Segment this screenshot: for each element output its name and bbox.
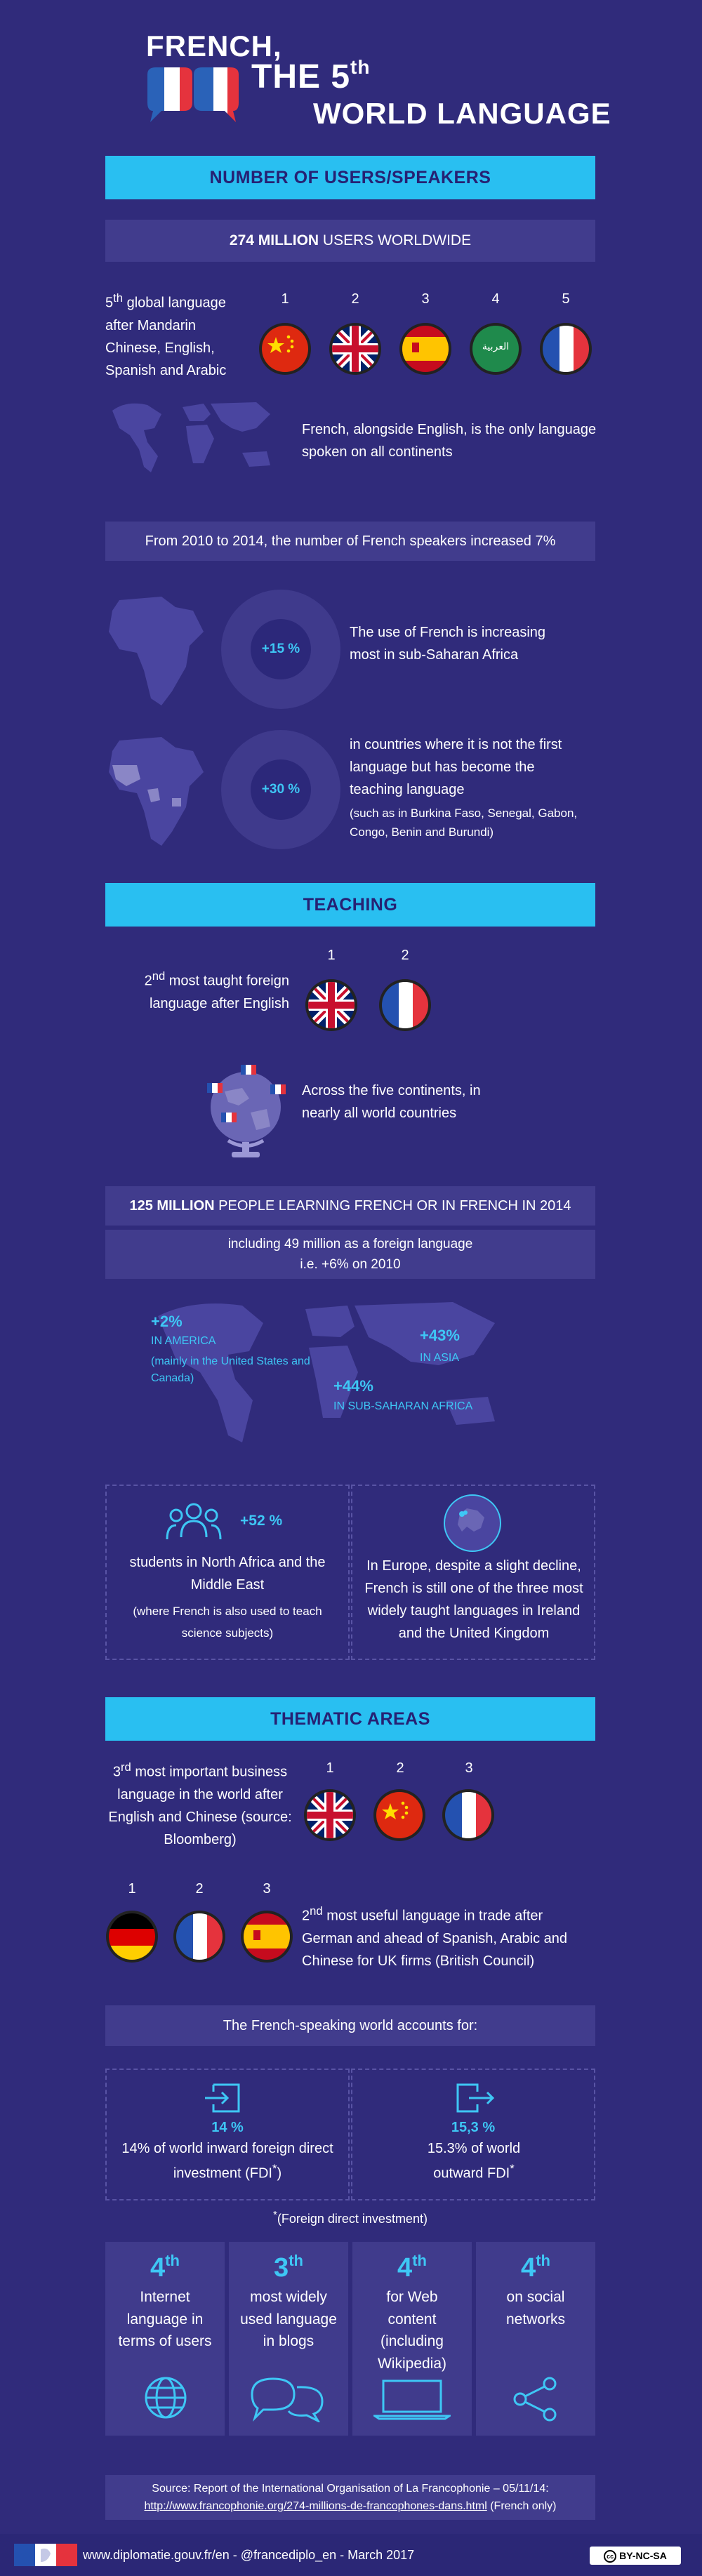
card-social-rank: 4 — [521, 2253, 536, 2283]
africa-map-icon — [105, 593, 211, 709]
footer — [0, 2534, 702, 2576]
america-label: IN AMERICA — [151, 1335, 216, 1347]
business-text — [105, 1758, 295, 1851]
card-web-sup: th — [412, 2252, 427, 2269]
business-rest: most important business language in the world after English and Chinese (source: Bloomberg) — [108, 1764, 292, 1847]
source-panel — [105, 2475, 595, 2520]
card-internet-rank: 4 — [150, 2253, 166, 2283]
source-link[interactable]: http://www.francophonie.org/274-millions-de-francophones-dans.html — [144, 2499, 487, 2512]
africa-label: IN SUB-SAHARAN AFRICA — [333, 1400, 473, 1412]
license-text: BY-NC-SA — [619, 2550, 667, 2561]
fdi-note — [105, 2209, 595, 2226]
footer-text: www.diplomatie.gouv.fr/en - @francediplo_en - March 2017 — [83, 2548, 415, 2562]
second-sup: nd — [152, 969, 166, 983]
card-blogs-rank: 3 — [274, 2253, 289, 2283]
fifth-rest: global language after Mandarin Chinese, English, Spanish and Arabic — [105, 295, 227, 378]
useful-prefix: 2 — [302, 1908, 310, 1924]
second-rest: most taught foreign language after English — [149, 973, 289, 1011]
rank-4: 4 — [491, 291, 500, 307]
students-note: (where French is also used to teach science subjects) — [133, 1605, 322, 1640]
second-prefix: 2 — [144, 973, 152, 989]
france-flag-icon — [538, 321, 593, 376]
students-pct: +52 % — [240, 1513, 283, 1529]
globe-text: Across the five continents, in nearly all world countries — [302, 1083, 481, 1121]
source-line: Source: Report of the International Organisation of La Francophonie – 05/11/14: — [152, 2483, 549, 2495]
pct15-text: The use of French is increasing most in sub-Saharan Africa — [350, 625, 546, 663]
inward-star: * — [272, 2162, 277, 2175]
accounts-panel: The French-speaking world accounts for: — [105, 2005, 595, 2046]
fifth-sup: th — [113, 291, 124, 305]
europe-map-icon — [442, 1493, 503, 1553]
license-badge — [590, 2547, 681, 2565]
worldwide-panel — [105, 220, 595, 262]
world-map-icon — [105, 397, 281, 477]
card-web-text: for Web content (including Wikipedia) — [377, 2289, 447, 2372]
useful-text — [302, 1902, 597, 1972]
marianne-logo — [14, 2541, 77, 2569]
foreign-line-1: including 49 million as a foreign language — [227, 1237, 473, 1252]
teaching-rank-1: 1 — [327, 948, 336, 963]
title-line-2 — [251, 56, 370, 96]
useful-rest: most useful language in trade after German and ahead of Spanish, Arabic and Chinese for UK firms (British Council) — [302, 1908, 568, 1969]
germany-flag-icon — [105, 1909, 159, 1964]
america-pct: +2% — [151, 1313, 183, 1330]
card-blogs-text: most widely used language in blogs — [240, 2289, 337, 2349]
learners-bold: 125 MILLION — [129, 1198, 215, 1214]
business-rank-1: 1 — [326, 1760, 334, 1776]
worldwide-rest: USERS WORLDWIDE — [319, 232, 472, 248]
business-rank-2: 2 — [396, 1760, 404, 1776]
inward-pct: 14 % — [211, 2120, 244, 2135]
percent-30: +30 % — [251, 759, 311, 820]
second-taught-text — [140, 967, 289, 1015]
rank-3: 3 — [421, 291, 430, 307]
china-flag-icon — [372, 1788, 427, 1843]
students-text: students in North Africa and the Middle East — [129, 1555, 326, 1593]
outward-pct: 15,3 % — [451, 2120, 496, 2135]
france-flag-icon — [172, 1909, 227, 1964]
rank-1: 1 — [281, 291, 289, 307]
worldwide-bold: 274 MILLION — [229, 232, 319, 248]
uk-flag-icon — [304, 978, 359, 1033]
teaching-banner: TEACHING — [105, 883, 595, 927]
fdi-star: * — [273, 2209, 277, 2221]
title-line-2-sup: th — [350, 56, 371, 78]
business-rank-3: 3 — [465, 1760, 473, 1776]
arabic-flag-label: العربية — [482, 340, 510, 352]
cc-icon: cc — [604, 2550, 616, 2563]
africa-map-highlight-icon — [105, 733, 211, 849]
rank-5: 5 — [562, 291, 570, 307]
fifth-language-text — [105, 289, 246, 382]
france-flag-icon — [441, 1788, 496, 1843]
outward-star: * — [510, 2162, 515, 2175]
learners-panel — [105, 1186, 595, 1226]
thematic-banner: THEMATIC AREAS — [105, 1697, 595, 1741]
useful-rank-3: 3 — [263, 1881, 271, 1897]
fifth-prefix: 5 — [105, 295, 114, 311]
outward-text-main: 15.3% of world outward FDI — [427, 2141, 521, 2182]
america-note: (mainly in the United States and Canada) — [151, 1355, 310, 1384]
header — [0, 0, 702, 144]
percent-circle-15 — [221, 590, 340, 709]
spain-flag-icon — [239, 1909, 294, 1964]
asia-label: IN ASIA — [420, 1352, 460, 1364]
share-icon — [511, 2376, 560, 2422]
useful-rank-2: 2 — [195, 1881, 204, 1897]
foreign-panel — [105, 1230, 595, 1279]
uk-flag-icon — [303, 1788, 357, 1843]
speech-bubbles-icon — [140, 67, 246, 131]
title-line-3: WORLD LANGUAGE — [313, 97, 611, 130]
inward-investment-icon — [204, 2082, 241, 2114]
rank-2: 2 — [351, 291, 359, 307]
useful-sup: nd — [310, 1904, 323, 1918]
pct30-text: in countries where it is not the first language but has become the teaching language — [350, 737, 562, 797]
teaching-rank-2: 2 — [401, 948, 409, 963]
france-flag-icon — [378, 978, 432, 1033]
continents-text: French, alongside English, is the only language spoken on all continents — [302, 422, 597, 460]
asia-pct: +43% — [420, 1327, 460, 1344]
card-social-sup: th — [536, 2252, 550, 2269]
percent-circle-30 — [221, 730, 340, 849]
business-sup: rd — [120, 1760, 131, 1774]
foreign-line-2: i.e. +6% on 2010 — [300, 1257, 401, 1273]
outward-text — [421, 2137, 526, 2185]
inward-text-main: 14% of world inward foreign direct investment (FDI — [121, 2141, 333, 2182]
card-social-text: on social networks — [505, 2289, 566, 2328]
spain-flag-icon — [398, 321, 453, 376]
card-blogs-sup: th — [289, 2252, 303, 2269]
business-prefix: 3 — [112, 1764, 121, 1780]
globe-icon — [144, 2376, 187, 2419]
title-line-1: FRENCH, — [146, 29, 282, 62]
learners-rest: PEOPLE LEARNING FRENCH OR IN FRENCH IN 2014 — [214, 1198, 571, 1214]
card-internet-text: Internet language in terms of users — [118, 2289, 212, 2349]
africa-pct: +44% — [333, 1377, 373, 1395]
students-icon — [166, 1499, 222, 1548]
europe-text: In Europe, despite a slight decline, French is still one of the three most widely taught languages in Ireland and the United Kingdom — [364, 1558, 583, 1641]
increase-panel: From 2010 to 2014, the number of French speakers increased 7% — [105, 522, 595, 561]
uk-flag-icon — [328, 321, 383, 376]
useful-rank-1: 1 — [128, 1881, 136, 1897]
laptop-icon — [373, 2378, 451, 2420]
outward-investment-icon — [456, 2082, 494, 2114]
card-internet-sup: th — [165, 2252, 180, 2269]
globe-icon — [200, 1063, 291, 1162]
pct30-note: (such as in Burkina Faso, Senegal, Gabon, Congo, Benin and Burundi) — [350, 806, 578, 839]
users-banner: NUMBER OF USERS/SPEAKERS — [105, 156, 595, 199]
source-link-line — [105, 2498, 595, 2516]
inward-text: 14% of world inward foreign direct investment (FDI*) — [121, 2141, 333, 2182]
china-flag-icon — [258, 321, 312, 376]
chat-bubbles-icon — [249, 2376, 326, 2422]
percent-15: +15 % — [251, 619, 311, 679]
source-link-suffix: (French only) — [486, 2499, 557, 2512]
title-line-2-text: THE 5 — [251, 58, 351, 95]
fdi-note-text: (Foreign direct investment) — [277, 2212, 428, 2226]
card-web-rank: 4 — [397, 2253, 413, 2283]
